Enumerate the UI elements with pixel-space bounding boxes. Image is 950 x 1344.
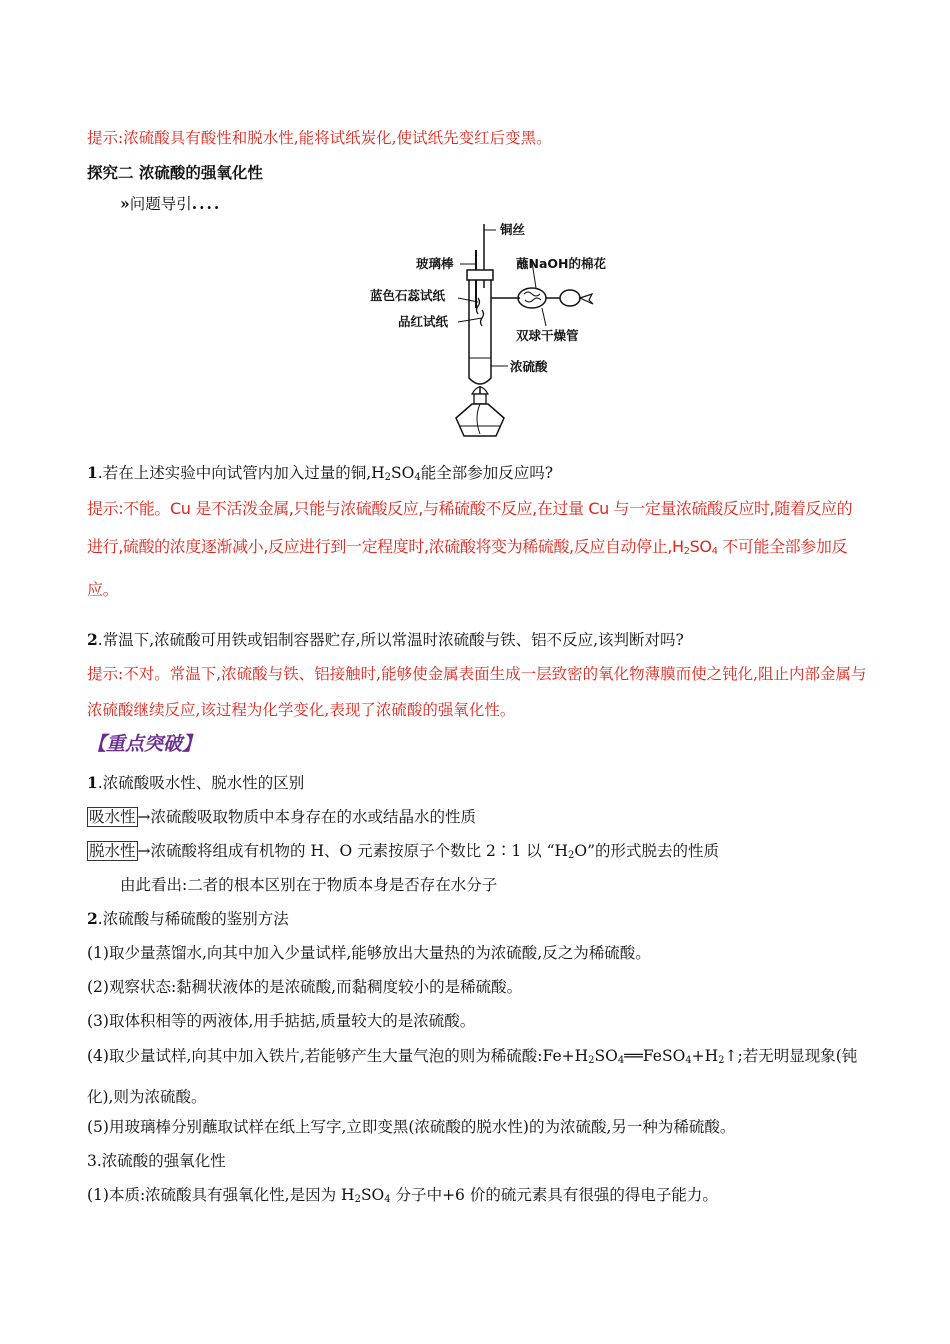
method-1: (1)取少量蒸馏水,向其中加入少量试样,能够放出大量热的为浓硫酸,反之为稀硫酸。 xyxy=(87,944,651,962)
question-1-text-a: .若在上述实验中向试管内加入过量的铜,H xyxy=(97,464,385,482)
equals-sign: ══ xyxy=(624,1047,643,1065)
dehydration-term-box: 脱水性 xyxy=(89,842,136,860)
lamp-neck xyxy=(474,394,486,404)
method-4-text-a: (4)取少量试样,向其中加入铁片,若能够产生大量气泡的则为稀硫酸:Fe+H xyxy=(87,1047,589,1065)
answer-1-sub2: 2 xyxy=(683,546,690,557)
answer-1-text-c: 不可能全部参加反应。 xyxy=(87,537,848,599)
key-title: 【重点突破】 xyxy=(87,733,202,755)
dehydration-row xyxy=(87,841,719,866)
answer-1-text-a: 提示:不能。Cu 是不活泼金属,只能与浓硫酸反应,与稀硫酸不反应,在过量 Cu 与一定量浓硫酸反应时,随着反应的进行,硫酸的浓度逐渐减小,反应进行到一定程度时,浓硫酸将变为稀硫酸,反应自动停止,H xyxy=(87,499,853,556)
drying-bulb-2 xyxy=(560,290,580,306)
method-5: (5)用玻璃棒分别蘸取试样在纸上写字,立即变黑(浓硫酸的脱水性)的为浓硫酸,另一种为稀硫酸。 xyxy=(87,1118,736,1136)
guide-dots: .... xyxy=(191,194,222,213)
label-acid: 浓硫酸 xyxy=(510,359,548,374)
point-1-number: 1 xyxy=(87,773,98,792)
guide-line xyxy=(120,194,221,214)
point-3-text-c: 分子中+6 价的硫元素具有很强的得电子能力。 xyxy=(390,1186,718,1204)
guide-label: 问题导引 xyxy=(129,195,192,213)
point-2-title-text: .浓硫酸与稀硫酸的鉴别方法 xyxy=(97,910,289,928)
method-3: (3)取体积相等的两液体,用手掂掂,质量较大的是浓硫酸。 xyxy=(87,1012,476,1030)
point-3-title: 3.浓硫酸的强氧化性 xyxy=(87,1152,226,1170)
question-1 xyxy=(87,463,553,488)
apparatus-figure xyxy=(360,218,620,444)
point-3-item-1 xyxy=(87,1185,718,1210)
point-3-text-a: (1)本质:浓硫酸具有强氧化性,是因为 H xyxy=(87,1186,355,1204)
point-3-sub2: 2 xyxy=(354,1194,361,1205)
cotton-fill xyxy=(524,292,541,302)
point-2-title xyxy=(87,909,289,929)
question-1-text-c: 能全部参加反应吗? xyxy=(420,464,554,482)
method-4-text-b: SO xyxy=(594,1047,618,1065)
method-4-sub-1: 2 xyxy=(588,1055,595,1066)
question-1-number: 1 xyxy=(87,463,98,482)
alcohol-lamp xyxy=(456,404,504,436)
question-2-number: 2 xyxy=(87,630,98,649)
question-1-sub4: 4 xyxy=(414,472,421,483)
method-4-text-d: +H xyxy=(691,1047,719,1065)
absorb-text: 浓硫酸吸取物质中本身存在的水或结晶水的性质 xyxy=(150,808,477,826)
hint-top: 提示:浓硫酸具有酸性和脱水性,能将试纸炭化,使试纸先变红后变黑。 xyxy=(87,129,552,147)
right-arrow-icon: → xyxy=(137,842,151,860)
method-4 xyxy=(87,1038,867,1115)
answer-1 xyxy=(87,490,867,609)
drying-leader xyxy=(542,308,546,326)
question-1-sub2: 2 xyxy=(384,472,392,483)
dehydration-sub: 2 xyxy=(568,850,575,861)
method-4-sub-3: 4 xyxy=(685,1055,692,1066)
dehydration-text-b: O”的形式脱去的性质 xyxy=(574,842,720,860)
method-4-text-e: ↑;若无明显现象(钝化),则为浓硫酸。 xyxy=(87,1047,858,1106)
answer-1-sub4: 4 xyxy=(711,546,718,557)
magenta-leader xyxy=(458,318,482,322)
label-litmus: 蓝色石蕊试纸 xyxy=(370,288,446,303)
drying-bulb-1 xyxy=(518,288,546,308)
method-4-text-c: FeSO xyxy=(642,1047,686,1065)
method-4-sub-4: 2 xyxy=(718,1055,725,1066)
label-drying-tube: 双球干燥管 xyxy=(516,328,579,343)
point-1-title xyxy=(87,773,304,793)
absorb-row xyxy=(87,807,476,827)
label-magenta: 品红试纸 xyxy=(398,314,449,329)
point-2-number: 2 xyxy=(87,909,98,928)
point-3-text-b: SO xyxy=(360,1186,385,1204)
right-arrow-icon: → xyxy=(137,808,151,826)
label-glass-rod: 玻璃棒 xyxy=(416,256,454,271)
method-2: (2)观察状态:黏稠状液体的是浓硫酸,而黏稠度较小的是稀硫酸。 xyxy=(87,978,523,996)
question-2 xyxy=(87,630,684,650)
double-chevron-icon: » xyxy=(120,194,130,213)
stopper xyxy=(467,270,493,280)
point-3-sub4: 4 xyxy=(384,1194,391,1205)
point-1-title-text: .浓硫酸吸水性、脱水性的区别 xyxy=(97,774,305,792)
label-cotton: 蘸NaOH的棉花 xyxy=(516,256,606,271)
answer-1-text-b: SO xyxy=(689,537,712,556)
section-title: 探究二 浓硫酸的强氧化性 xyxy=(87,163,263,182)
question-2-text: .常温下,浓硫酸可用铁或铝制容器贮存,所以常温时浓硫酸与铁、铝不反应,该判断对吗? xyxy=(97,631,684,649)
test-tube xyxy=(469,280,491,384)
answer-2: 提示:不对。常温下,浓硫酸与铁、铝接触时,能够使金属表面生成一层致密的氧化物薄膜而使之钝化,阻止内部金属与浓硫酸继续反应,该过程为化学变化,表现了浓硫酸的强氧化性。 xyxy=(87,665,867,719)
label-copper-wire: 铜丝 xyxy=(500,222,526,237)
method-4-sub-2: 4 xyxy=(617,1055,625,1066)
tube-outlet xyxy=(580,294,593,304)
question-1-text-b: SO xyxy=(391,464,415,482)
dehydration-text-a: 浓硫酸将组成有机物的 H、O 元素按原子个数比 2∶1 以 “H xyxy=(150,842,569,860)
absorb-term-box: 吸水性 xyxy=(89,808,136,826)
conclusion: 由此看出:二者的根本区别在于物质本身是否存在水分子 xyxy=(120,876,498,894)
